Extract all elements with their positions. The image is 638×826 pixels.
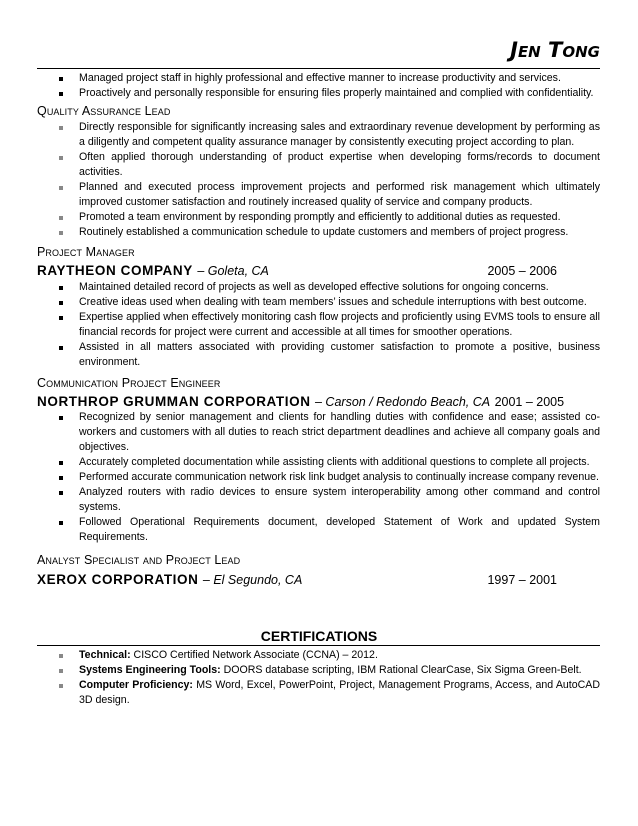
list-item: Managed project staff in highly professional and effective manner to increase productivity and services. xyxy=(0,71,600,86)
list-item: Creative ideas used when dealing with team members’ issues and schedule interruptions with best outcome. xyxy=(0,295,600,310)
candidate-name: Jen Tong xyxy=(510,38,600,62)
employment-dates: 2001 – 2005 xyxy=(494,395,565,409)
bullet-icon xyxy=(59,654,63,658)
list-item: Often applied thorough understanding of product expertise when developing forms/records to document activities. xyxy=(0,150,600,180)
bullet-icon xyxy=(59,286,63,290)
employment-dates: 2005 – 2006 xyxy=(487,264,557,278)
company-name: RAYTHEON COMPANY xyxy=(37,263,193,278)
bullet-icon xyxy=(59,521,63,525)
bullet-icon xyxy=(59,301,63,305)
qa-lead-bullet-list xyxy=(0,120,600,240)
list-item: Performed accurate communication network risk link budget analysis to continually increase company revenue. xyxy=(0,470,600,485)
list-item: Planned and executed process improvement projects and performed risk management which ultimately improved customer satisfaction and routinely increased quality of service and company products. xyxy=(0,180,600,210)
bullet-icon xyxy=(59,186,63,190)
job-title-project-manager: Project Manager xyxy=(37,245,135,259)
list-item: Routinely established a communication schedule to update customers and members of project progress. xyxy=(0,225,600,240)
company-location: – El Segundo, CA xyxy=(202,573,303,587)
bullet-icon xyxy=(59,416,63,420)
bullet-icon xyxy=(59,92,63,96)
bullet-icon xyxy=(59,77,63,81)
job-title-communication-engineer: Communication Project Engineer xyxy=(37,376,221,390)
continued-bullet-list xyxy=(0,71,600,101)
bullet-icon xyxy=(59,156,63,160)
company-line-raytheon xyxy=(37,263,557,279)
company-line-northrop xyxy=(37,394,597,410)
company-line-xerox xyxy=(37,572,557,588)
bullet-icon xyxy=(59,669,63,673)
company-name: XEROX CORPORATION xyxy=(37,572,199,587)
bullet-icon xyxy=(59,316,63,320)
job-title-qa-lead: Quality Assurance Lead xyxy=(37,104,171,118)
employment-dates: 1997 – 2001 xyxy=(487,573,557,587)
list-item: Assisted in all matters associated with providing customer satisfaction to promote a positive, business environment. xyxy=(0,340,600,370)
company-name: NORTHROP GRUMMAN CORPORATION xyxy=(37,394,311,409)
list-item: Directly responsible for significantly increasing sales and extraordinary revenue development by performing as a diligently and competent quality assurance manager by consistently executing project according to plan. xyxy=(0,120,600,150)
list-item: Computer Proficiency: MS Word, Excel, PowerPoint, Project, Management Programs, Access, and AutoCAD 3D design. xyxy=(0,678,600,708)
list-item: Technical: CISCO Certified Network Associate (CCNA) – 2012. xyxy=(0,648,600,663)
header-divider xyxy=(37,68,600,69)
bullet-icon xyxy=(59,346,63,350)
company-location: – Goleta, CA xyxy=(197,264,269,278)
list-item: Expertise applied when effectively monitoring cash flow projects and proficiently using EVMS tools to ensure all financial records for project were current and accessible at all times for smoother operations. xyxy=(0,310,600,340)
bullet-icon xyxy=(59,684,63,688)
list-item: Promoted a team environment by responding promptly and efficiently to additional duties as requested. xyxy=(0,210,600,225)
list-item: Recognized by senior management and clients for handling duties with confidence and ease; assisted co-workers and customers with all duties to reach strict department deadlines and achieve all company goals and objectives. xyxy=(0,410,600,455)
list-item: Accurately completed documentation while assisting clients with additional questions to complete all projects. xyxy=(0,455,600,470)
list-item: Systems Engineering Tools: DOORS database scripting, IBM Rational ClearCase, Six Sigma Green-Belt. xyxy=(0,663,600,678)
raytheon-bullet-list xyxy=(0,280,600,370)
certifications-heading: CERTIFICATIONS xyxy=(260,628,378,644)
bullet-icon xyxy=(59,476,63,480)
certifications-list xyxy=(0,648,600,708)
bullet-icon xyxy=(59,126,63,130)
bullet-icon xyxy=(59,461,63,465)
company-location: – Carson / Redondo Beach, CA xyxy=(315,395,491,409)
bullet-icon xyxy=(59,216,63,220)
list-item: Proactively and personally responsible for ensuring files properly maintained and complied with confidentiality. xyxy=(0,86,600,101)
list-item: Followed Operational Requirements document, developed Statement of Work and updated System Requirements. xyxy=(0,515,600,545)
list-item: Analyzed routers with radio devices to ensure system interoperability among other command and control systems. xyxy=(0,485,600,515)
bullet-icon xyxy=(59,491,63,495)
bullet-icon xyxy=(59,231,63,235)
certifications-divider xyxy=(37,645,600,646)
job-title-analyst-specialist: Analyst Specialist and Project Lead xyxy=(37,553,241,567)
list-item: Maintained detailed record of projects as well as developed effective solutions for ongoing concerns. xyxy=(0,280,600,295)
northrop-bullet-list xyxy=(0,410,600,545)
